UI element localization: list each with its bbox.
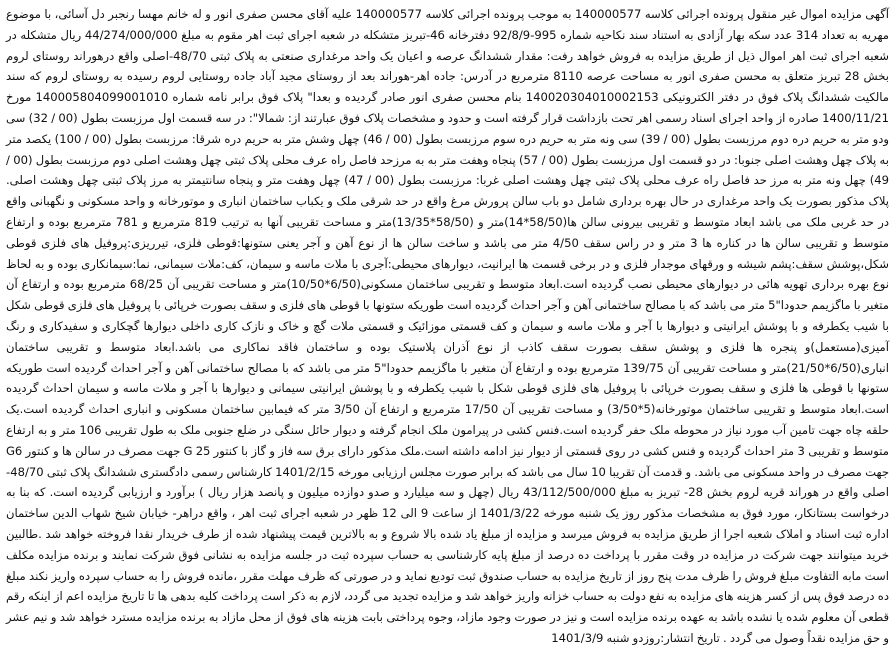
auction-notice-text: آگهی مزایده اموال غیر منقول پرونده اجرائی کلاسه 140000577 به موجب پرونده اجرائی کلاسه 140000577 علیه آقای محسن صفری انور و له خانم مهسا رنجبر دل آسائی، با موضوع مهریه به تعداد 314 عدد سکه بهار آزادی به استناد سند نکاحیه شماره 995-92/8/9 دفترخانه 46-تبریز متشکله در شعبه اجرای ثبت اهر مقوم به مبلغ 44/274/000/000 ریال متشکله در شعبه اجرای ثبت اهر اموال ذیل از طریق مزایده به فروش خواهد رفت: مقدار ششدانگ عرصه و اعیان یک واحد مرغداری صنعتی به پلاک ثبتی 48/70-اصلی واقع درهوراند روستای لروم بخش 28 تبریز متعلق به محسن صفری انور به مساحت عرصه 8110 مترمربع در آدرس: جاده اهر-هوراند بعد از روستای مجید آباد جاده روستایی لروم رسیده به روستای لروم که سند مالکیت ششدانگ پلاک فوق در دفتر الکترونیکی 140020304010002153 بنام محسن صفری انور صادر گردیده و بعدا" پلاک فوق برابر نامه شماره 140005804099001010 مورخ 1400/11/21 صادره از واحد اجرای اسناد رسمی اهر تحت بازداشت قرار گرفته است و حدود و مشخصات پلاک فوق عبارتند از: شمالا": در سه قسمت اول مرزبست بطول (00 / 32) سی ودو متر به حریم دره دوم مرزبست بطول (00 / 39) سی ونه متر به حریم دره سوم مرزبست بطول (00 / 46) چهل وشش متر به حریم دره شرقا: مرزبست بطول (00 / 100) یکصد متر به پلاک چهل وهشت اصلی جنوبا: در دو قسمت اول مرزبست بطول (00 / 57) پنجاه وهفت متر به به مرزحد فاصل راه عرف محلی پلاک ثبتی چهل وهشت اصلی دوم مرزبست بطول (00 / 49) چهل ونه متر به مرز حد فاصل راه عرف محلی پلاک ثبتی چهل وهشت اصلی غربا: مرزبست بطول (00 / 47) چهل وهفت متر و پنجاه سانتیمتر به مرز پلاک ثبتی چهل وهشت اصلی. پلاک مذکور بصورت یک واحد مرغداری در حال بهره برداری شامل دو باب سالن پرورش مرغ واقع در حد شرقی ملک و یکباب ساختمان انباری و موتورخانه و واحد مسکونی و نگهبانی واقع در حد غربی ملک می باشد ابعاد متوسط و تقریبی بیرونی سالن ها(58/50*14)متر و (58/50*13/35)متر و مساحت تقریبی آنها به ترتیب 819 مترمربع و 781 مترمربع بوده و ارتفاع متوسط و تقریبی سالن ها در کناره ها 3 متر و در راس سقف 4/50 متر می باشد و ساخت سالن ها از نوع آهن و آجر یعنی ستونها:قوطی فلزی، تیرریزی:پروفیل های فلزی قوطی شکل،پوشش سقف:پشم شیشه و ورقهای موجدار فلزی و در برخی قسمت ها ایرانیت، دیوارهای محیطی:آجری با ملات ماسه و سیمان، کف:ملات سیمانی، نما:سیمانکاری بوده و به لحاظ نوع بهره برداری تهویه هائی در دیوارهای محیطی نصب گردیده است.ابعاد متوسط و تقریبی ساختمان مسکونی(6/50*10/50)متر و مساحت تقریبی آن 68/25 مترمربع بوده و ارتفاع آن متغیر با ماگزیمم حدودا"5 متر می باشد که با مصالح ساختمانی آهن و آجر احداث گردیده است طوریکه ستونها با قوطی های فلزی و سقف بصورت خرپائی با پروفیل های فلزی قوطی شکل با شیب یکطرفه و با پوشش ایرانیتی و دیوارها با آجر و ملات ماسه و سیمان و کف قسمتی موزائیک و قسمتی ملات گچ و خاک و نازک کاری داخلی دیوارها گچکاری و سفیدکاری و رنگ آمیزی(مستعمل)و پنجره ها فلزی و پوشش سقف بصورت سقف کاذب از نوع آذران پلاستیک بوده و ساختمان فاقد نماکاری می باشد.ابعاد متوسط و تقریبی ساختمان انباری(6/50*21/50)متر و مساحت تقریبی آن 139/75 مترمربع بوده و ارتفاع آن متغیر با ماگزیمم حدودا"5 متر می باشد که با مصالح ساختمانی آهن و آجر احداث گردیده است طوریکه ستونها با قوطی ها فلزی و سقف بصورت خرپائی با پروفیل های فلزی قوطی شکل با شیب یکطرفه و با پوشش ایرانیتی سیمانی و دیوارها با آجر و ملات ماسه و سیمان احداث گردیده است.ابعاد متوسط و تقریبی ساختمان موتورخانه(5*3/50) و مساحت تقریبی آن 17/50 مترمربع و ارتفاع آن 3/50 متر که فیمابین ساختمان مسکونی و انباری احداث گردیده است.یک حلقه چاه جهت تامین آب مورد نیاز در محوطه ملک حفر گردیده است.فنس کشی در پیرامون ملک انجام گرفته و دیوار حائل سنگی در ضلع جنوبی ملک به طول تقریبی 106 متر و به ارتفاع متوسط و تقریبی 3 متر احداث گردیده و فنس کشی در روی قسمتی از دیوار نیز ادامه داشته است.ملک مذکور دارای برق سه فاز و گاز با کنتور G 25 جهت مصرف در سالن ها و کنتور G6 جهت مصرف در واحد مسکونی می باشد. و قدمت آن تقریبا 10 سال می باشد که برابر صورت مجلس ارزیابی مورخه 1401/2/15 کارشناس رسمی دادگستری ششدانگ پلاک ثبتی 48/70-اصلی واقع در هوراند قریه لروم بخش 28- تبریز به مبلغ 43/112/500/000 ریال (چهل و سه میلیارد و صدو دوازده میلیون و پانصد هزار ریال ) برآورد و ارزیابی گردیده است. که بنا به درخواست بستانکار، مورد فوق به مشخصات مذکور روز یک شنبه مورخه 1401/3/22 از ساعت 9 الی 12 ظهر در شعبه اجرای ثبت اهر ، واقع دراهر- خیابان شیخ شهاب الدین ساختمان اداره ثبت اسناد و املاک شعبه اجرا از طریق مزایده به فروش میرسد و مزایده از مبلغ یاد شده بالا شروع و به بالاترین قیمت پیشنهاد شده از طرف خریدار نقدا فروخته خواهد شد .طالبین خرید میتوانند جهت شرکت در مزایده در وقت مقرر با پرداخت ده درصد از مبلغ پایه کارشناسی به حساب سپرده ثبت در جلسه مزایده به نشانی فوق شرکت نمایند و برنده مزایده مکلف است مابه التفاوت مبلغ فروش را ظرف مدت پنج روز از تاریخ مزایده به حساب صندوق ثبت تودیع نماید و در صورتی که ظرف مهلت مقرر ،مانده فروش را به حساب سپرده واریز نکند مبلغ ده درصد فوق پس از کسر هزینه های مزایده به نفع دولت به حساب خزانه واریز خواهد شد و مزایده تجدید می گردد، لازم به ذکر است پرداخت کلیه بدهی ها تا تاریخ مزایده اعم از اینکه رقم قطعی آن معلوم شده یا نشده باشد به عهده برنده مزایده است و نیز در صورت وجود مازاد، وجوه پرداختی بابت هزینه های فوق از محل مازاد به برنده مزایده مسترد خواهد شد و نیم عشر و حق مزایده نقداً وصول می گردد . تاریخ انتشار:روزدو شنبه 1401/3/9 <box>6 7 890 645</box>
